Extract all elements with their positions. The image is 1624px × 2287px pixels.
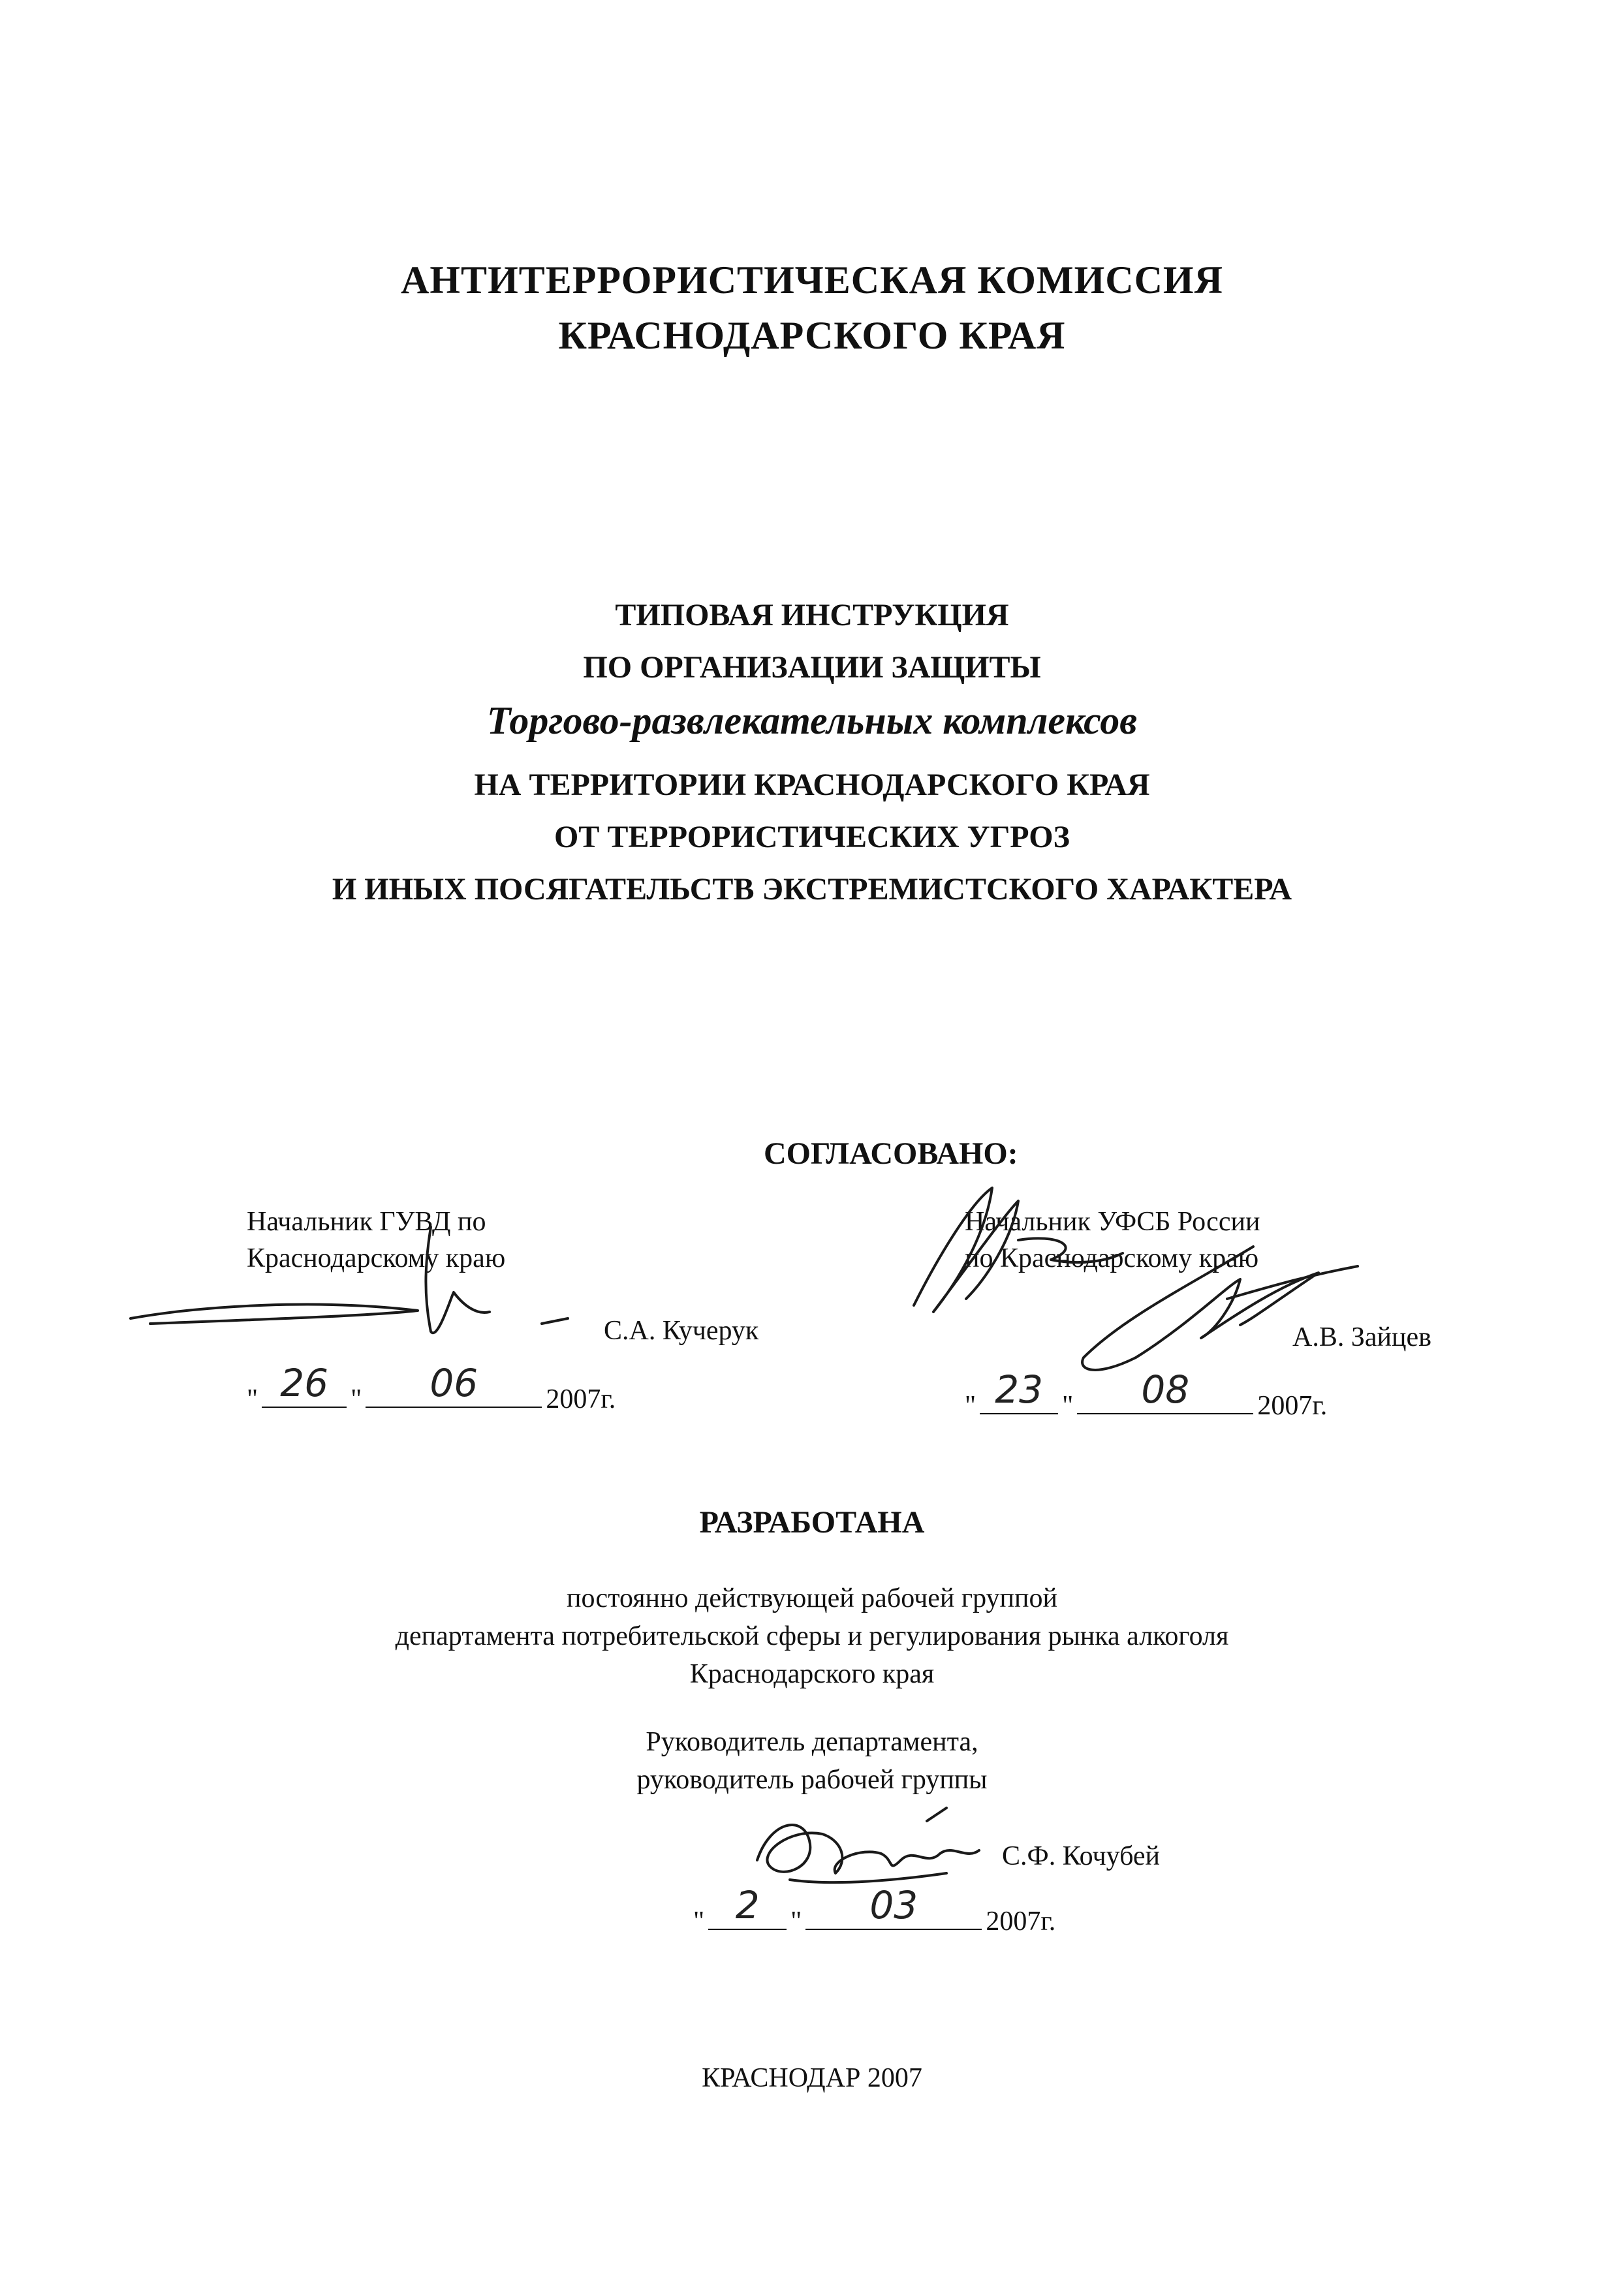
developed-signatory-name: С.Ф. Кочубей [1002, 1841, 1161, 1871]
right-date-month-blank [1077, 1367, 1253, 1414]
left-signature [124, 1201, 594, 1371]
right-date-year: 2007г. [1257, 1391, 1328, 1421]
left-position-line2: Краснодарскому краю [247, 1243, 506, 1273]
left-date [247, 1361, 616, 1415]
right-date-day-blank [980, 1367, 1058, 1414]
right-date-month: 08 [1141, 1367, 1190, 1412]
developed-date-year: 2007г. [986, 1906, 1056, 1937]
left-date-month: 06 [429, 1361, 478, 1405]
developed-date-day-blank [708, 1883, 787, 1930]
developed-date-month-blank [805, 1883, 982, 1930]
title-line2: ПО ОРГАНИЗАЦИИ ЗАЩИТЫ [583, 650, 1041, 685]
developed-line2: департамента потребительской сферы и регулирования рынка алкоголя [395, 1621, 1229, 1651]
left-date-day: 26 [280, 1361, 329, 1405]
commission-name-line2: КРАСНОДАРСКОГО КРАЯ [558, 314, 1066, 357]
developed-date-quote-close: " [790, 1906, 802, 1937]
developed-line1: постоянно действующей рабочей группой [567, 1583, 1057, 1613]
right-signatory-name: А.В. Зайцев [1292, 1322, 1431, 1352]
left-date-day-blank [262, 1361, 347, 1408]
right-position-line1: Начальник УФСБ России [965, 1207, 1260, 1237]
left-date-quote-close: " [351, 1384, 362, 1414]
developed-head-line2: руководитель рабочей группы [636, 1765, 988, 1795]
right-date-quote-close: " [1062, 1391, 1074, 1421]
developed-date [693, 1883, 1056, 1937]
right-date-day: 23 [995, 1367, 1044, 1412]
developed-line3: Краснодарского края [689, 1659, 935, 1689]
left-date-month-blank [366, 1361, 542, 1408]
title-line3: НА ТЕРРИТОРИИ КРАСНОДАРСКОГО КРАЯ [474, 768, 1150, 802]
title-line1: ТИПОВАЯ ИНСТРУКЦИЯ [615, 598, 1009, 632]
title-object: Торгово-развлекательных комплексов [486, 699, 1138, 742]
right-date-quote-open: " [965, 1391, 976, 1421]
right-date [965, 1367, 1328, 1422]
right-position-line2: по Краснодарскому краю [965, 1243, 1259, 1273]
title-line5: И ИНЫХ ПОСЯГАТЕЛЬСТВ ЭКСТРЕМИСТСКОГО ХАРАКТЕРА [332, 872, 1292, 907]
developed-date-quote-open: " [693, 1906, 705, 1937]
left-date-year: 2007г. [546, 1384, 616, 1414]
developed-head-line1: Руководитель департамента, [646, 1727, 978, 1757]
commission-name-line1: АНТИТЕРРОРИСТИЧЕСКАЯ КОМИССИЯ [401, 258, 1223, 302]
agreed-heading: СОГЛАСОВАНО: [764, 1136, 1018, 1171]
left-position-line1: Начальник ГУВД по [247, 1207, 486, 1237]
left-date-quote-open: " [247, 1384, 258, 1414]
developed-date-month: 03 [869, 1883, 918, 1927]
left-signatory-name: С.А. Кучерук [604, 1316, 759, 1346]
footer-city-year: КРАСНОДАР 2007 [702, 2063, 922, 2093]
developed-heading: РАЗРАБОТАНА [699, 1505, 925, 1540]
title-line4: ОТ ТЕРРОРИСТИЧЕСКИХ УГРОЗ [554, 820, 1070, 854]
developed-date-day: 2 [735, 1883, 760, 1927]
